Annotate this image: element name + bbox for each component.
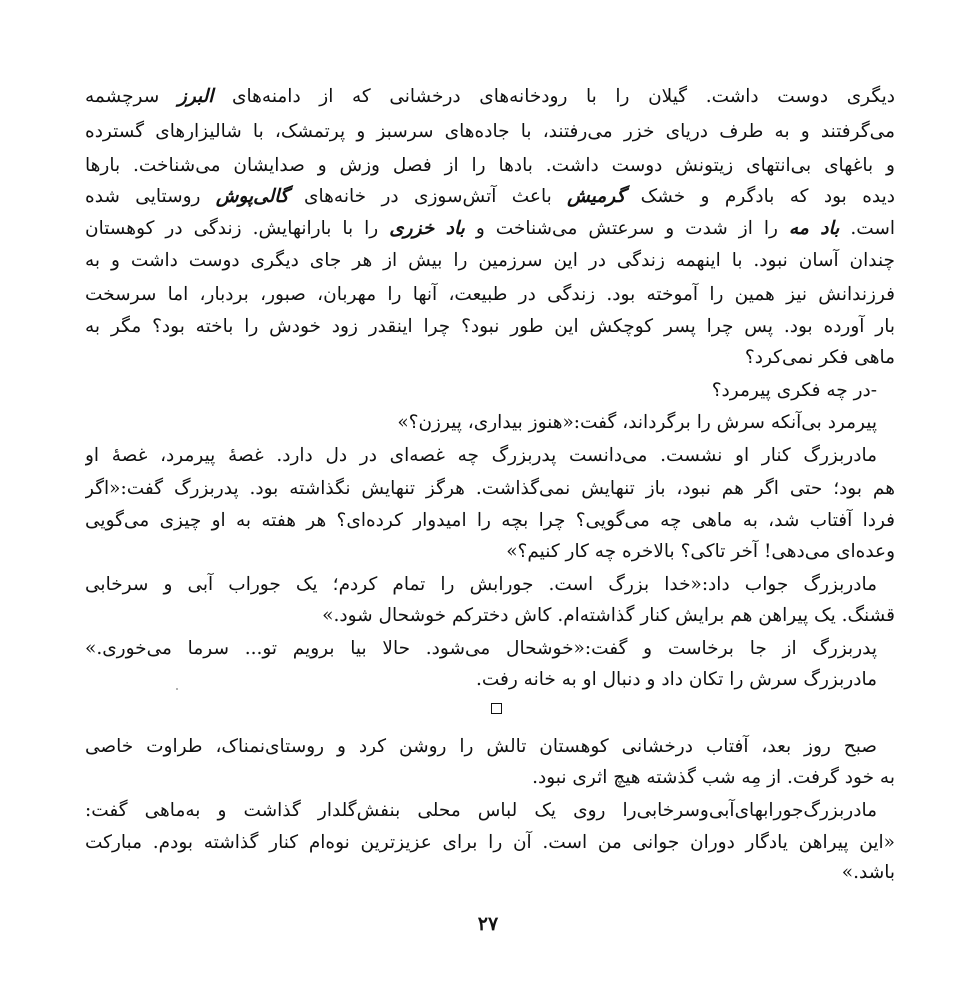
paragraph-4-line-3: فردا آفتاب شد، به ماهی چه می‌گویی؟ چرا بچه را امیدوار کرده‌ای؟ هر هفته به او چیزی می‌گویی <box>85 510 895 531</box>
paragraph-7-line-1: مادربزرگ سرش را تکان داد و دنبال او به خانه رفت. <box>475 669 877 690</box>
paragraph-4-line-4: وعده‌ای می‌دهی! آخر تاکی؟ بالاخره چه کار کنیم؟» <box>506 541 895 562</box>
paragraph-5-line-2: قشنگ. یک پیراهن هم برایش کنار گذاشته‌ام. کاش دخترکم خوشحال شود.» <box>322 605 895 626</box>
paragraph-9-line-1: مادربزرگ‌جورابهای‌آبی‌وسرخابی‌را روی یک لباس محلی بنفش‌گلدار گذاشت و به‌ماهی گفت: <box>85 800 877 821</box>
paragraph-5-line-1: مادربزرگ جواب داد:«خدا بزرگ است. جورابش را تمام کردم؛ یک جوراب آبی و سرخابی <box>85 574 877 595</box>
bold-term-bad-khazari: باد خزری <box>389 218 465 239</box>
bold-term-galipoosh: گالی‌پوش <box>215 186 289 207</box>
bold-term-alborz: البرز <box>177 86 214 107</box>
paragraph-8-line-1: صبح روز بعد، آفتاب درخشانی کوهستان تالش را روشن کرد و روستای‌نمناک، طراوت خاصی <box>85 736 877 757</box>
paragraph-4-line-2: هم بود؛ حتی اگر هم نبود، باز تنهایش نمی‌گذاشت. هرگز تنهایش نگذاشته بود. پدربزرگ گفت:«اگر <box>85 478 895 499</box>
text-run: را از شدت و سرعتش می‌شناخت و <box>464 218 789 239</box>
paragraph-1-line-5 <box>85 214 895 244</box>
paragraph-1-line-7: فرزندانش نیز همین را آموخته بود. زندگی در طبیعت، آنها را مهربان، صبور، بردبار، اما سرسخت <box>85 284 895 305</box>
paragraph-1-line-6: چندان آسان نبود. با اینهمه زندگی در این سرزمین را بیش از هر جای دیگری دوست داشت و به <box>85 250 895 271</box>
section-break-square-icon <box>491 703 502 714</box>
text-run: است. <box>839 218 895 239</box>
text-run: دیده بود که بادگرم و خشک <box>625 186 895 207</box>
paragraph-2-line-1: -در چه فکری پیرمرد؟ <box>711 380 877 401</box>
paragraph-9-line-2: «این پیراهن یادگار دوران جوانی من است. آن را برای عزیزترین نوه‌ام کنار گذاشته بودم. مبارکت <box>85 832 895 853</box>
bold-term-garmish: گرمیش <box>567 186 626 207</box>
paragraph-1-line-8: بار آورده بود. پس چرا پسر کوچکش این طور نبود؟ چرا اینقدر زود خودش را باخته بود؟ مگر به <box>85 316 895 337</box>
paragraph-1-line-9: ماهی فکر نمی‌کرد؟ <box>744 347 895 368</box>
text-run: روستایی شده <box>85 186 216 207</box>
paragraph-9-line-3: باشد.» <box>841 862 895 883</box>
text-run: دیگری دوست داشت. گیلان را با رودخانه‌های درخشانی که از دامنه‌های <box>213 86 895 107</box>
paragraph-3-line-1: پیرمرد بی‌آنکه سرش را برگرداند، گفت:«هنوز بیداری، پیرزن؟» <box>397 412 877 433</box>
paragraph-6-line-1: پدربزرگ از جا برخاست و گفت:«خوشحال می‌شود. حالا بیا برویم تو... سرما می‌خوری.» <box>85 638 877 659</box>
text-run: را با بارانهایش. زندگی در کوهستان <box>85 218 390 239</box>
paragraph-1-line-3: و باغهای بی‌انتهای زیتونش دوست داشت. بادها را از فصل وزش و صدایشان می‌شناخت. بارها <box>85 155 895 176</box>
paragraph-1-line-1 <box>85 82 895 112</box>
paragraph-1-line-4 <box>85 182 895 212</box>
text-run: سرچشمه <box>85 86 178 107</box>
scan-speck <box>176 688 178 690</box>
paragraph-1-line-2: می‌گرفتند و به طرف دریای خزر می‌رفتند، با جاده‌های سرسبز و پرتمشک، با شالیزارهای گسترده <box>85 121 895 142</box>
paragraph-4-line-1: مادربزرگ کنار او نشست. می‌دانست پدربزرگ چه غصه‌ای در دل دارد. غصهٔ پیرمرد، غصهٔ او <box>85 445 877 466</box>
bold-term-bad-meh: باد مه <box>788 218 840 239</box>
page-number: ۲۷ <box>477 913 499 935</box>
text-run: باعث آتش‌سوزی در خانه‌های <box>288 186 568 207</box>
paragraph-8-line-2: به خود گرفت. از مِه شب گذشته هیچ اثری نبود. <box>532 767 895 788</box>
